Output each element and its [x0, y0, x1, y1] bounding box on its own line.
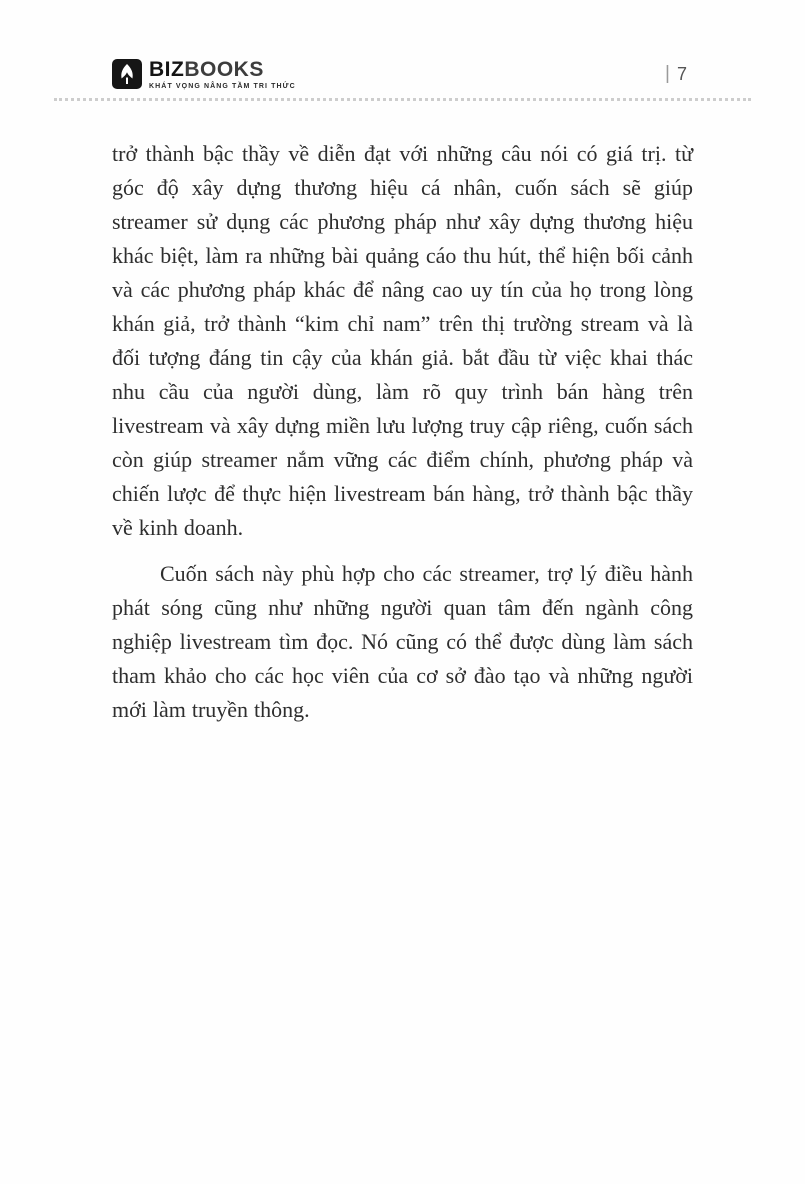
bizbooks-logo-name	[149, 59, 296, 80]
page-header	[0, 0, 805, 92]
paragraph-1: trở thành bậc thầy về diễn đạt với những câu nói có giá trị. từ góc độ xây dựng thương hiệu cá nhân, cuốn sách sẽ giúp streamer sử dụng các phương pháp như xây dựng thương hiệu khác biệt, làm ra những bài quảng cáo thu hút, thể hiện bối cảnh và các phương pháp khác để nâng cao uy tín của họ trong lòng khán giả, trở thành “kim chỉ nam” trên thị trường stream và là đối tượng đáng tin cậy của khán giả. bắt đầu từ việc khai thác nhu cầu của người dùng, làm rõ quy trình bán hàng trên livestream và xây dựng miền lưu lượng truy cập riêng, cuốn sách còn giúp streamer nắm vững các điểm chính, phương pháp và chiến lược để thực hiện livestream bán hàng, trở thành bậc thầy về kinh doanh.	[112, 141, 693, 540]
page-number	[665, 63, 687, 85]
bizbooks-logo-tagline: KHÁT VỌNG NÂNG TẦM TRI THỨC	[149, 82, 296, 90]
logo-name-biz: BIZ	[149, 57, 185, 81]
page-body	[0, 101, 805, 727]
logo-name-books: BOOKS	[184, 57, 264, 81]
bizbooks-logo-icon	[112, 59, 142, 89]
bizbooks-logo-text	[149, 59, 296, 90]
paragraph-2: Cuốn sách này phù hợp cho các streamer, trợ lý điều hành phát sóng cũng như những người quan tâm đến ngành công nghiệp livestream tìm đọc. Nó cũng có thể được dùng làm sách tham khảo cho các học viên của cơ sở đào tạo và những người mới làm truyền thông.	[112, 561, 693, 722]
bizbooks-logo	[112, 59, 296, 90]
page-number-divider: |	[665, 63, 670, 84]
page-number-value: 7	[676, 63, 687, 84]
